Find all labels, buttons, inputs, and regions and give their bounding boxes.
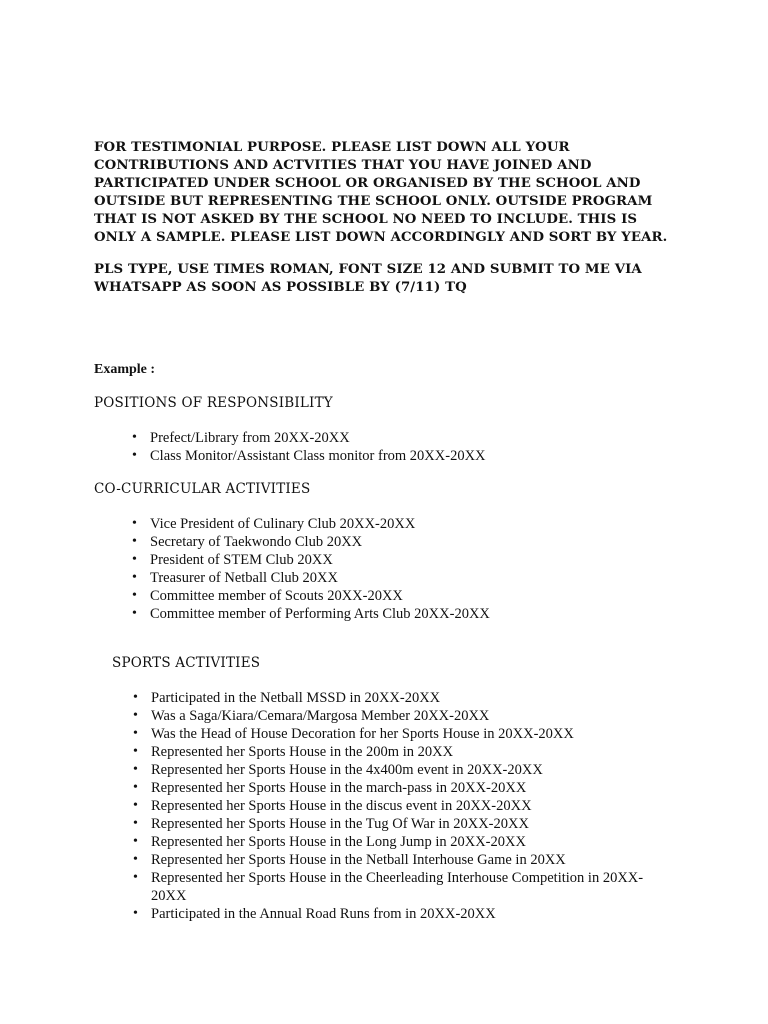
cocurricular-heading: CO-CURRICULAR ACTIVITIES (94, 481, 311, 497)
list-item: • Was a Saga/Kiara/Cemara/Margosa Member 20XX-20XX (127, 707, 647, 725)
list-item: • Represented her Sports House in the Tug Of War in 20XX-20XX (127, 815, 647, 833)
list-item: • Vice President of Culinary Club 20XX-20XX (126, 515, 490, 533)
list-item: • Committee member of Scouts 20XX-20XX (126, 587, 490, 605)
list-item: • Participated in the Annual Road Runs from in 20XX-20XX (127, 905, 647, 923)
sports-list (127, 689, 647, 923)
list-item: • Represented her Sports House in the discus event in 20XX-20XX (127, 797, 647, 815)
list-item: • Treasurer of Netball Club 20XX (126, 569, 490, 587)
submission-instructions: PLS TYPE, USE TIMES ROMAN, FONT SIZE 12 AND SUBMIT TO ME VIA WHATSAPP AS SOON AS POSSIBLE BY (7/11) TQ (94, 262, 642, 295)
list-item: • Class Monitor/Assistant Class monitor from 20XX-20XX (126, 447, 486, 465)
cocurricular-list (126, 515, 490, 623)
positions-list (126, 429, 486, 465)
list-item: • Represented her Sports House in the march-pass in 20XX-20XX (127, 779, 647, 797)
list-item: • Represented her Sports House in the 4x400m event in 20XX-20XX (127, 761, 647, 779)
list-item: • President of STEM Club 20XX (126, 551, 490, 569)
intro-paragraph: FOR TESTIMONIAL PURPOSE. PLEASE LIST DOWN ALL YOUR CONTRIBUTIONS AND ACTVITIES THAT YOU HAVE JOINED AND PARTICIPATED UNDER SCHOOL OR ORGANISED BY THE SCHOOL AND OUTSIDE BUT REPRESENTING THE SCHOOL ONLY. OUTSIDE PROGRAM THAT IS NOT ASKED BY THE SCHOOL NO NEED TO INCLUDE. THIS IS ONLY A SAMPLE. PLEASE LIST DOWN ACCORDINGLY AND SORT BY YEAR. (94, 140, 668, 245)
list-item: • Participated in the Netball MSSD in 20XX-20XX (127, 689, 647, 707)
list-item: • Prefect/Library from 20XX-20XX (126, 429, 486, 447)
list-item: • Represented her Sports House in the Long Jump in 20XX-20XX (127, 833, 647, 851)
list-item: • Represented her Sports House in the Cheerleading Interhouse Competition in 20XX-20XX (127, 869, 647, 905)
list-item: • Represented her Sports House in the 200m in 20XX (127, 743, 647, 761)
list-item: • Secretary of Taekwondo Club 20XX (126, 533, 490, 551)
list-item: • Committee member of Performing Arts Club 20XX-20XX (126, 605, 490, 623)
list-item: • Was the Head of House Decoration for her Sports House in 20XX-20XX (127, 725, 647, 743)
example-label: Example : (94, 362, 156, 377)
sports-heading: SPORTS ACTIVITIES (112, 655, 261, 671)
positions-heading: POSITIONS OF RESPONSIBILITY (94, 395, 333, 411)
list-item: • Represented her Sports House in the Netball Interhouse Game in 20XX (127, 851, 647, 869)
